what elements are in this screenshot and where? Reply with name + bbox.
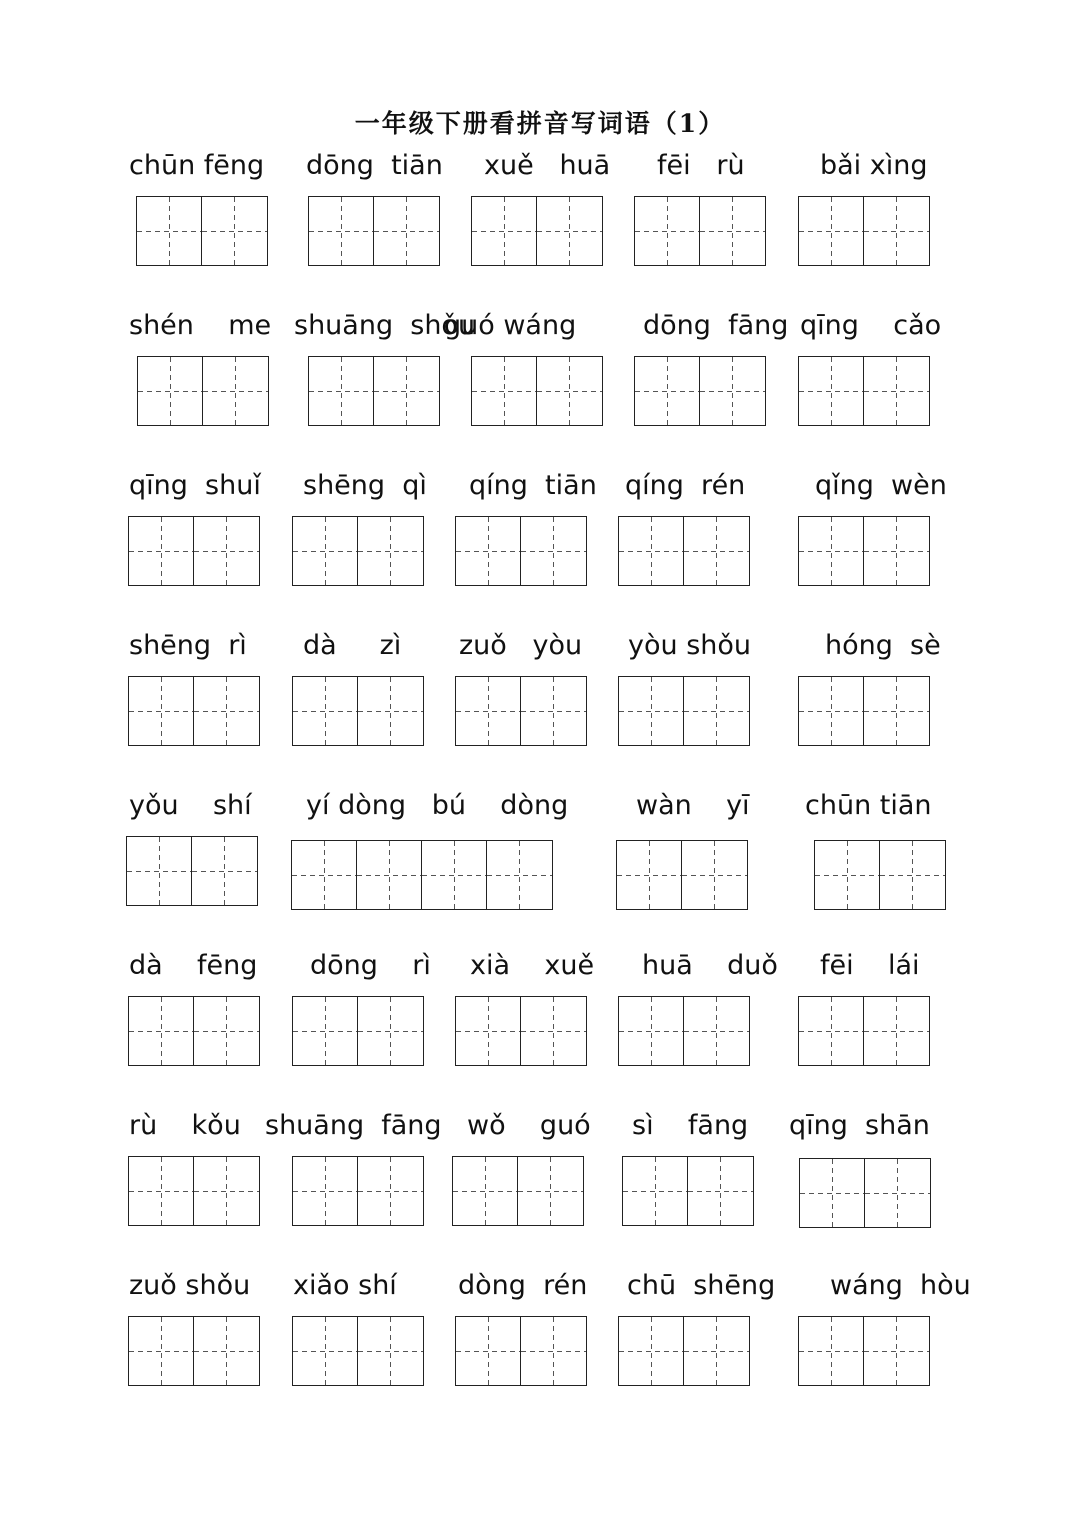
tian-zi-cell[interactable]: [472, 197, 537, 265]
tian-zi-cell[interactable]: [700, 197, 765, 265]
tian-zi-cell[interactable]: [799, 517, 864, 585]
writing-grid[interactable]: [634, 356, 766, 426]
tian-zi-cell[interactable]: [684, 997, 749, 1065]
writing-grid[interactable]: [292, 1316, 424, 1386]
tian-zi-cell[interactable]: [137, 197, 202, 265]
pinyin-label: zuǒ shǒu: [129, 1270, 251, 1301]
writing-grid[interactable]: [798, 996, 930, 1066]
tian-zi-cell[interactable]: [127, 837, 192, 905]
exercise-row: [0, 790, 1080, 930]
pinyin-label: sì fāng: [632, 1110, 749, 1141]
pinyin-label: wàn yī: [636, 790, 750, 821]
pinyin-label: dòng rén: [458, 1270, 588, 1301]
tian-zi-cell[interactable]: [521, 1317, 586, 1385]
tian-zi-cell[interactable]: [194, 1157, 259, 1225]
pinyin-label: chūn fēng: [129, 150, 265, 181]
tian-zi-cell[interactable]: [456, 677, 521, 745]
pinyin-label: shēng qì: [303, 470, 427, 501]
writing-grid[interactable]: [292, 676, 424, 746]
pinyin-label: chū shēng: [627, 1270, 776, 1301]
tian-zi-cell[interactable]: [202, 197, 267, 265]
pinyin-label: fēi rù: [657, 150, 745, 181]
pinyin-label: huā duǒ: [642, 950, 778, 981]
exercise-row: [0, 310, 1080, 450]
pinyin-label: qīng shān: [789, 1110, 930, 1141]
tian-zi-cell[interactable]: [129, 677, 194, 745]
pinyin-label: zuǒ yòu: [459, 630, 583, 661]
writing-grid[interactable]: [798, 516, 930, 586]
writing-grid[interactable]: [128, 996, 260, 1066]
tian-zi-cell[interactable]: [472, 357, 537, 425]
tian-zi-cell[interactable]: [456, 997, 521, 1065]
pinyin-label: wáng hòu: [830, 1270, 971, 1301]
writing-grid[interactable]: [126, 836, 258, 906]
tian-zi-cell[interactable]: [537, 357, 602, 425]
tian-zi-cell[interactable]: [880, 841, 945, 909]
tian-zi-cell[interactable]: [619, 1317, 684, 1385]
tian-zi-cell[interactable]: [293, 1317, 358, 1385]
pinyin-label: dōng rì: [310, 950, 431, 981]
writing-grid[interactable]: [128, 516, 260, 586]
tian-zi-cell[interactable]: [358, 997, 423, 1065]
tian-zi-cell[interactable]: [374, 357, 439, 425]
writing-grid[interactable]: [455, 996, 587, 1066]
writing-grid[interactable]: [455, 676, 587, 746]
writing-grid[interactable]: [292, 516, 424, 586]
tian-zi-cell[interactable]: [684, 677, 749, 745]
pinyin-label: fēi lái: [820, 950, 920, 981]
tian-zi-cell[interactable]: [864, 1317, 929, 1385]
writing-grid[interactable]: [798, 356, 930, 426]
writing-grid[interactable]: [814, 840, 946, 910]
tian-zi-cell[interactable]: [799, 997, 864, 1065]
exercise-row: [0, 630, 1080, 770]
exercise-row: [0, 950, 1080, 1090]
pinyin-label: shuāng fāng: [265, 1110, 442, 1141]
tian-zi-cell[interactable]: [192, 837, 257, 905]
tian-zi-cell[interactable]: [864, 997, 929, 1065]
writing-grid[interactable]: [292, 996, 424, 1066]
exercise-row: [0, 1270, 1080, 1410]
tian-zi-cell[interactable]: [138, 357, 203, 425]
writing-grid[interactable]: [622, 1156, 754, 1226]
pinyin-label: qíng tiān: [469, 470, 597, 501]
tian-zi-cell[interactable]: [194, 517, 259, 585]
writing-grid[interactable]: [799, 1158, 931, 1228]
pinyin-label: xuě huā: [484, 150, 611, 181]
exercise-row: [0, 150, 1080, 290]
tian-zi-cell[interactable]: [456, 1317, 521, 1385]
page-title: 一年级下册看拼音写词语（1）: [354, 109, 726, 138]
pinyin-label: dà zì: [303, 630, 402, 661]
pinyin-label: wǒ guó: [467, 1110, 591, 1141]
writing-grid[interactable]: [136, 196, 268, 266]
pinyin-label: chūn tiān: [805, 790, 932, 821]
exercise-row: [0, 470, 1080, 610]
tian-zi-cell[interactable]: [623, 1157, 688, 1225]
tian-zi-cell[interactable]: [453, 1157, 518, 1225]
tian-zi-cell[interactable]: [800, 1159, 865, 1227]
tian-zi-cell[interactable]: [129, 1157, 194, 1225]
tian-zi-cell[interactable]: [374, 197, 439, 265]
pinyin-label: dà fēng: [129, 950, 258, 981]
pinyin-label: dōng tiān: [306, 150, 443, 181]
tian-zi-cell[interactable]: [864, 517, 929, 585]
tian-zi-cell[interactable]: [865, 1159, 930, 1227]
pinyin-label: qǐng wèn: [815, 470, 947, 501]
tian-zi-cell[interactable]: [309, 357, 374, 425]
tian-zi-cell[interactable]: [684, 517, 749, 585]
writing-grid[interactable]: [128, 1156, 260, 1226]
writing-grid[interactable]: [452, 1156, 584, 1226]
tian-zi-cell[interactable]: [684, 1317, 749, 1385]
tian-zi-cell[interactable]: [635, 197, 700, 265]
tian-zi-cell[interactable]: [357, 841, 422, 909]
tian-zi-cell[interactable]: [358, 1157, 423, 1225]
pinyin-label: qīng shuǐ: [129, 470, 261, 501]
tian-zi-cell[interactable]: [619, 517, 684, 585]
pinyin-label: yòu shǒu: [628, 630, 752, 661]
pinyin-label: xiǎo shí: [293, 1270, 397, 1301]
tian-zi-cell[interactable]: [129, 1317, 194, 1385]
tian-zi-cell[interactable]: [292, 841, 357, 909]
writing-grid[interactable]: [137, 356, 269, 426]
tian-zi-cell[interactable]: [521, 677, 586, 745]
tian-zi-cell[interactable]: [129, 997, 194, 1065]
pinyin-label: guó wáng: [444, 310, 577, 341]
tian-zi-cell[interactable]: [682, 841, 747, 909]
pinyin-label: xià xuě: [470, 950, 595, 981]
writing-grid[interactable]: [618, 1316, 750, 1386]
writing-grid[interactable]: [455, 516, 587, 586]
tian-zi-cell[interactable]: [617, 841, 682, 909]
writing-grid[interactable]: [128, 1316, 260, 1386]
writing-grid[interactable]: [471, 196, 603, 266]
tian-zi-cell[interactable]: [815, 841, 880, 909]
tian-zi-cell[interactable]: [864, 357, 929, 425]
tian-zi-cell[interactable]: [799, 197, 864, 265]
tian-zi-cell[interactable]: [864, 197, 929, 265]
pinyin-label: bǎi xìng: [820, 150, 928, 181]
tian-zi-cell[interactable]: [293, 997, 358, 1065]
tian-zi-cell[interactable]: [358, 677, 423, 745]
tian-zi-cell[interactable]: [194, 677, 259, 745]
pinyin-label: shén me: [129, 310, 272, 341]
tian-zi-cell[interactable]: [293, 677, 358, 745]
writing-grid[interactable]: [128, 676, 260, 746]
tian-zi-cell[interactable]: [864, 677, 929, 745]
pinyin-label: hóng sè: [825, 630, 941, 661]
tian-zi-cell[interactable]: [293, 517, 358, 585]
tian-zi-cell[interactable]: [194, 997, 259, 1065]
writing-grid[interactable]: [618, 676, 750, 746]
tian-zi-cell[interactable]: [487, 841, 552, 909]
tian-zi-cell[interactable]: [358, 1317, 423, 1385]
tian-zi-cell[interactable]: [293, 1157, 358, 1225]
writing-grid[interactable]: [455, 1316, 587, 1386]
pinyin-label: qīng cǎo: [800, 310, 942, 341]
tian-zi-cell[interactable]: [537, 197, 602, 265]
pinyin-label: shēng rì: [129, 630, 247, 661]
pinyin-label: yí dòng bú dòng: [306, 790, 569, 821]
writing-grid[interactable]: [798, 1316, 930, 1386]
tian-zi-cell[interactable]: [799, 677, 864, 745]
tian-zi-cell[interactable]: [521, 997, 586, 1065]
writing-grid[interactable]: [634, 196, 766, 266]
writing-grid[interactable]: [618, 996, 750, 1066]
pinyin-label: yǒu shí: [129, 790, 252, 821]
writing-grid[interactable]: [798, 676, 930, 746]
writing-grid[interactable]: [308, 356, 440, 426]
writing-grid[interactable]: [308, 196, 440, 266]
pinyin-label: rù kǒu: [129, 1110, 241, 1141]
pinyin-label: shuāng shǒu: [294, 310, 476, 341]
tian-zi-cell[interactable]: [129, 517, 194, 585]
tian-zi-cell[interactable]: [456, 517, 521, 585]
tian-zi-cell[interactable]: [358, 517, 423, 585]
tian-zi-cell[interactable]: [619, 997, 684, 1065]
pinyin-label: dōng fāng: [643, 310, 789, 341]
tian-zi-cell[interactable]: [635, 357, 700, 425]
writing-grid[interactable]: [471, 356, 603, 426]
tian-zi-cell[interactable]: [521, 517, 586, 585]
writing-grid[interactable]: [616, 840, 748, 910]
tian-zi-cell[interactable]: [799, 357, 864, 425]
tian-zi-cell[interactable]: [688, 1157, 753, 1225]
writing-grid[interactable]: [292, 1156, 424, 1226]
writing-grid[interactable]: [291, 840, 553, 910]
tian-zi-cell[interactable]: [619, 677, 684, 745]
writing-grid[interactable]: [798, 196, 930, 266]
writing-grid[interactable]: [618, 516, 750, 586]
exercise-row: [0, 1110, 1080, 1250]
tian-zi-cell[interactable]: [422, 841, 487, 909]
tian-zi-cell[interactable]: [518, 1157, 583, 1225]
pinyin-label: qíng rén: [625, 470, 746, 501]
tian-zi-cell[interactable]: [799, 1317, 864, 1385]
tian-zi-cell[interactable]: [194, 1317, 259, 1385]
tian-zi-cell[interactable]: [203, 357, 268, 425]
tian-zi-cell[interactable]: [309, 197, 374, 265]
tian-zi-cell[interactable]: [700, 357, 765, 425]
